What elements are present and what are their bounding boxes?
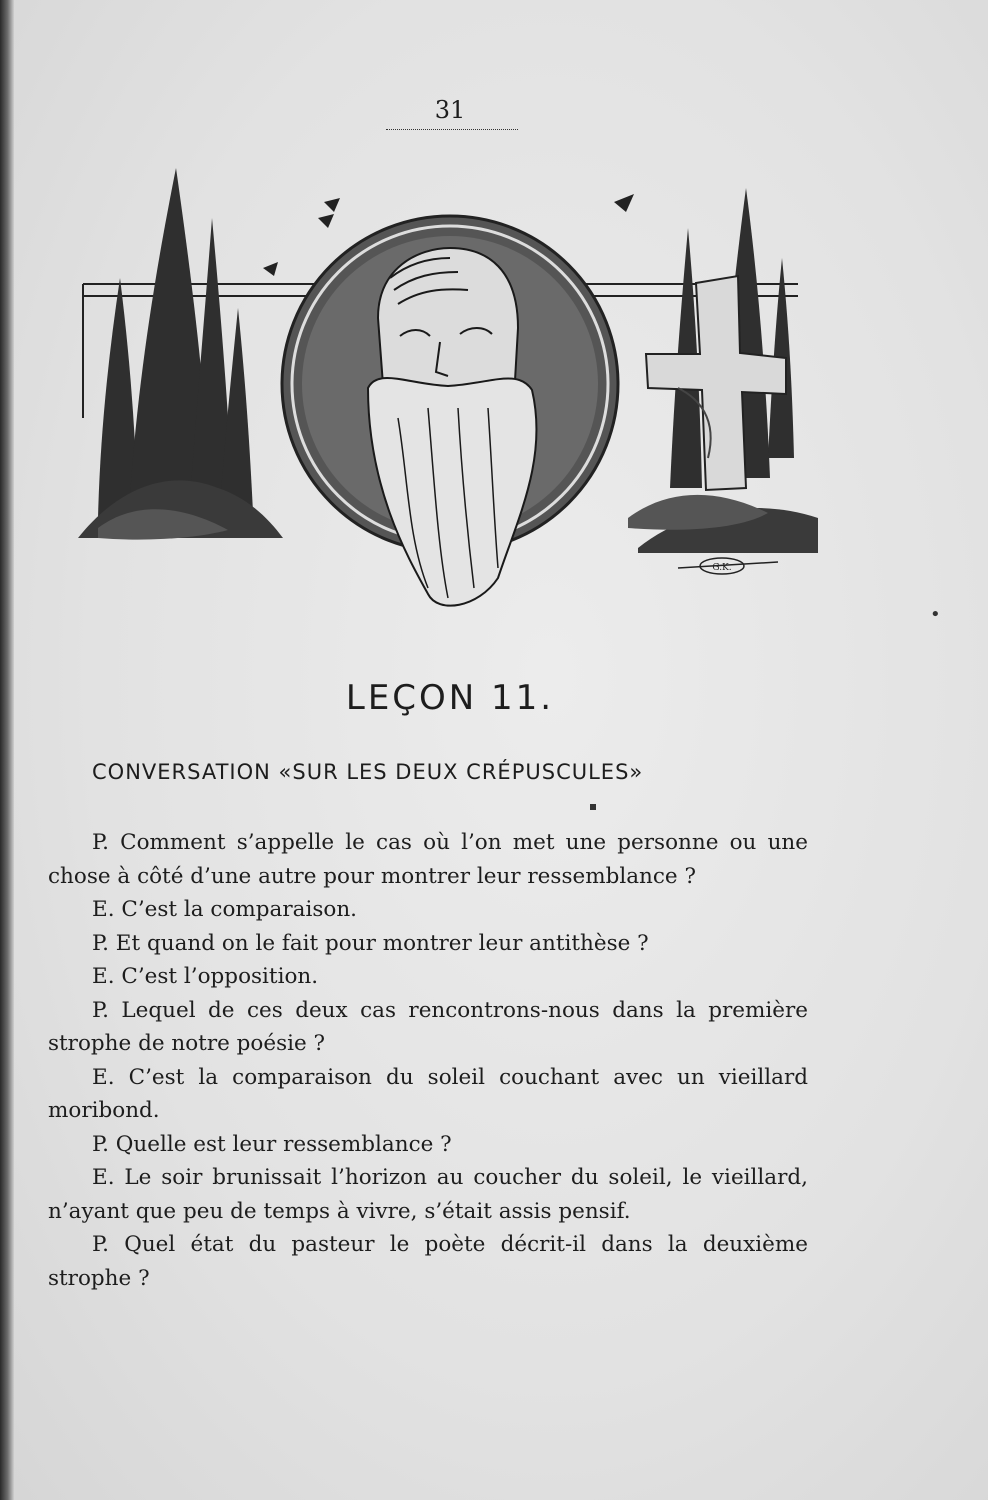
dialogue	[48, 826, 808, 1295]
lesson-title: LEÇON 11.	[345, 678, 555, 718]
speaker-label: E.	[92, 897, 115, 922]
dialogue-text: Et quand on le fait pour montrer leur antithèse ?	[115, 930, 649, 956]
artist-monogram-text: G.K.	[712, 563, 732, 573]
dialogue-line	[48, 994, 808, 1061]
lesson-illustration	[78, 158, 818, 628]
dialogue-text: Quel état du pasteur le poète décrit-il dans la deuxième strophe ?	[48, 1232, 808, 1291]
dialogue-text: Comment s’appelle le cas où l’on met une personne ou une chose à côté d’une autre pour montrer leur ressemblance ?	[48, 830, 808, 889]
speaker-label: P.	[92, 830, 109, 855]
book-binding-shadow	[0, 0, 14, 1500]
dialogue-line	[48, 1128, 808, 1162]
subtitle-ornament	[590, 804, 596, 810]
dialogue-line	[48, 893, 808, 927]
dialogue-text: C’est la comparaison.	[121, 897, 358, 922]
dialogue-text: C’est la comparaison du soleil couchant avec un vieillard moribond.	[48, 1064, 809, 1123]
speaker-label: P.	[92, 1232, 109, 1257]
speaker-label: E.	[92, 964, 115, 989]
old-man-portrait	[368, 248, 537, 606]
speaker-label: P.	[92, 930, 109, 956]
dialogue-line	[48, 1061, 808, 1128]
speaker-label: E.	[92, 1165, 115, 1190]
dialogue-line	[48, 826, 808, 893]
lesson-subtitle: CONVERSATION «SUR LES DEUX CRÉPUSCULES»	[92, 760, 644, 784]
dialogue-text: C’est l’opposition.	[121, 964, 319, 989]
dialogue-text: Le soir brunissait l’horizon au coucher du soleil, le vieillard, n’ayant que peu de temps à vivre, s’était assis pensif.	[48, 1165, 808, 1224]
dialogue-text: Quelle est leur ressemblance ?	[115, 1131, 452, 1157]
artist-monogram	[678, 558, 778, 574]
page-number-rule	[386, 129, 518, 130]
cypress-trees-left	[78, 168, 283, 538]
speaker-label: P.	[92, 997, 109, 1023]
dialogue-line	[48, 1228, 808, 1295]
page-number: 31	[434, 96, 466, 124]
dialogue-line	[48, 960, 808, 994]
dialogue-line	[48, 927, 808, 961]
speaker-label: P.	[92, 1131, 109, 1157]
stray-ink-mark: •	[930, 604, 941, 625]
dialogue-line	[48, 1161, 808, 1228]
dialogue-text: Lequel de ces deux cas rencontrons-nous dans la première strophe de notre poésie ?	[48, 997, 808, 1056]
speaker-label: E.	[92, 1064, 115, 1090]
